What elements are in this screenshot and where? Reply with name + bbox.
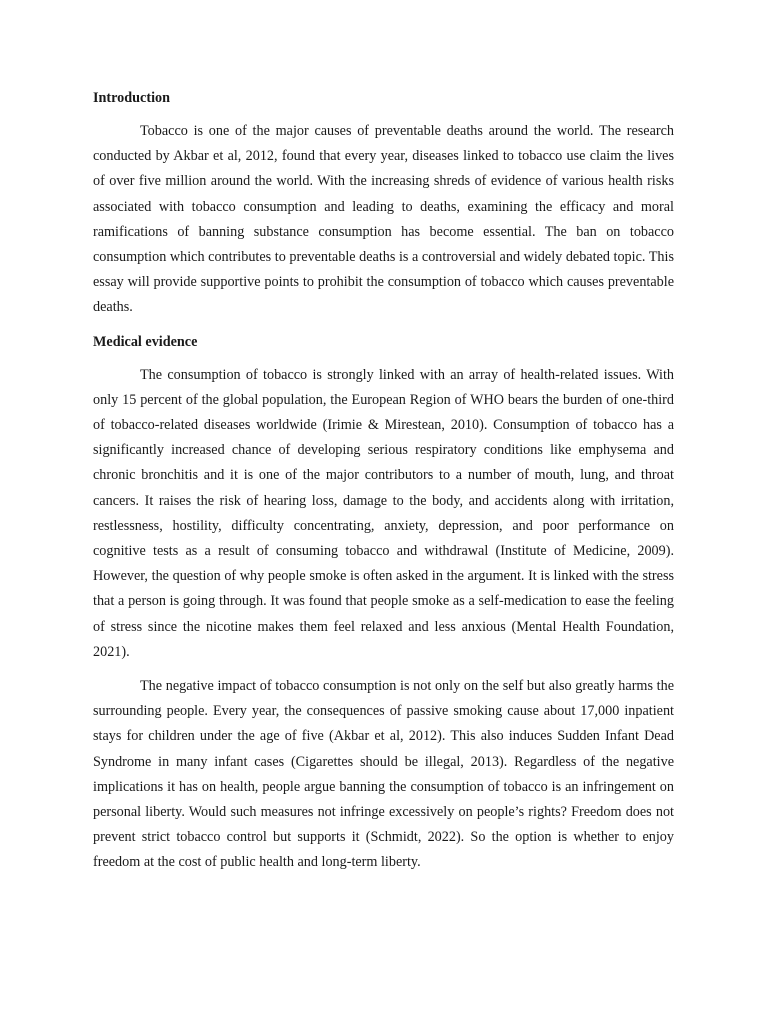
paragraph-introduction: Tobacco is one of the major causes of preventable deaths around the world. The research conducted by Akbar et al, 2012, found that every year, diseases linked to tobacco use claim the lives of over five million around the world. With the increasing shreds of evidence of various health risks associated with tobacco consumption and leading to deaths, examining the efficacy and moral ramifications of banning substance consumption has become essential. The ban on tobacco consumption which contributes to preventable deaths is a controversial and widely debated topic. This essay will provide supportive points to prohibit the consumption of tobacco which causes preventable deaths. <box>93 123 674 316</box>
document-page <box>93 86 674 885</box>
section-heading-introduction: Introduction <box>93 90 170 106</box>
paragraph-medical-evidence-2: The negative impact of tobacco consumption is not only on the self but also greatly harms the surrounding people. Every year, the consequences of passive smoking cause about 17,000 inpatient stays for children under the age of five (Akbar et al, 2012). This also induces Sudden Infant Dead Syndrome in many infant cases (Cigarettes should be illegal, 2013). Regardless of the negative implications it has on health, people argue banning the consumption of tobacco is an infringement on personal liberty. Would such measures not infringe excessively on people’s rights? Freedom does not prevent strict tobacco control but supports it (Schmidt, 2022). So the option is whether to enjoy freedom at the cost of public health and long-term liberty. <box>93 678 674 871</box>
paragraph-medical-evidence-1: The consumption of tobacco is strongly linked with an array of health-related issues. With only 15 percent of the global population, the European Region of WHO bears the burden of one-third of tobacco-related diseases worldwide (Irimie & Mirestean, 2010). Consumption of tobacco has a significantly increased chance of developing serious respiratory conditions like emphysema and chronic bronchitis and it is one of the major contributors to a number of mouth, lung, and throat cancers. It raises the risk of hearing loss, damage to the body, and accidents along with irritation, restlessness, hostility, difficulty concentrating, anxiety, depression, and poor performance on cognitive tests as a result of consuming tobacco and withdrawal (Institute of Medicine, 2009). However, the question of why people smoke is often asked in the argument. It is linked with the stress that a person is going through. It was found that people smoke as a self-medication to ease the feeling of stress since the nicotine makes them feel relaxed and less anxious (Mental Health Foundation, 2021). <box>93 366 674 660</box>
section-heading-medical-evidence: Medical evidence <box>93 333 198 350</box>
